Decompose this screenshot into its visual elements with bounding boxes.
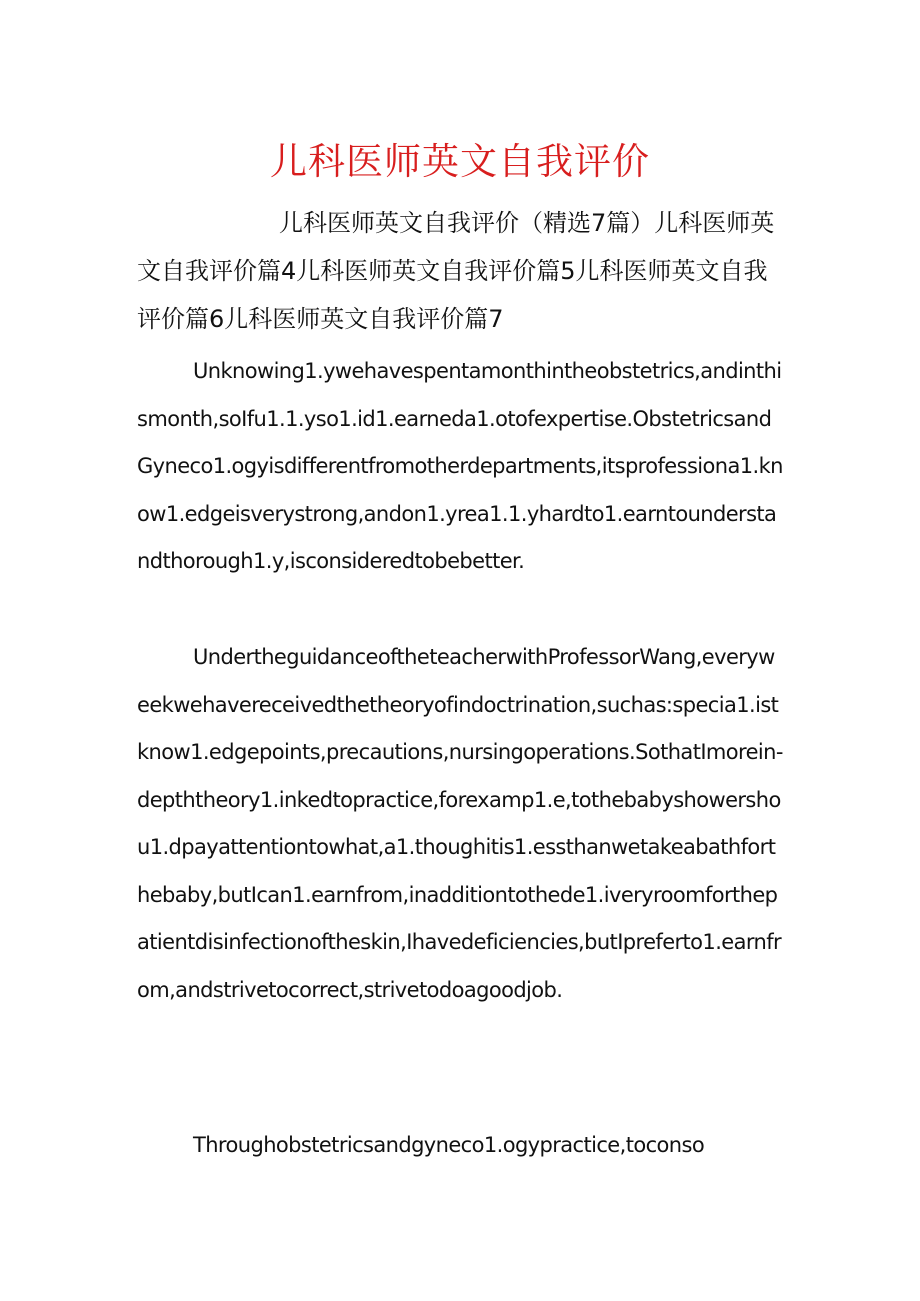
body-paragraph-2: UndertheguidanceoftheteacherwithProfessorWang,everyweekwehavereceivedthetheoryofindoctrination,suchas:specia1.istknow1.edgepoints,precautions,nursingoperations.SothatImorein-depththeory1.inkedtopractice,forexamp1.e,tothebabyshowershou1.dpayattentiontowhat,a1.thoughitis1.essthanwetakeabathforthebaby,butIcan1.earnfrom,inadditiontothede1.iveryroomforthepatientdisinfectionoftheskin,Ihavedeficiencies,butIpreferto1.earnfrom,andstrivetocorrect,strivetodoagoodjob. [137, 645, 783, 1002]
intro-paragraph: 儿科医师英文自我评价（精选7篇）儿科医师英文自我评价篇4儿科医师英文自我评价篇5儿科医师英文自我评价篇6儿科医师英文自我评价篇7 [137, 209, 775, 333]
document-title: 儿科医师英文自我评价 [270, 140, 650, 183]
body-paragraph-3: Throughobstetricsandgyneco1.ogypractice,toconso [193, 1133, 705, 1157]
body-paragraph-1: Unknowing1.ywehavespentamonthintheobstetrics,andinthismonth,soIfu1.1.yso1.id1.earneda1.otofexpertise.ObstetricsandGyneco1.ogyisdifferentfromotherdepartments,itsprofessiona1.know1.edgeisverystrong,andon1.yrea1.1.yhardto1.earntounderstandthorough1.y,isconsideredtobebetter. [137, 359, 783, 573]
